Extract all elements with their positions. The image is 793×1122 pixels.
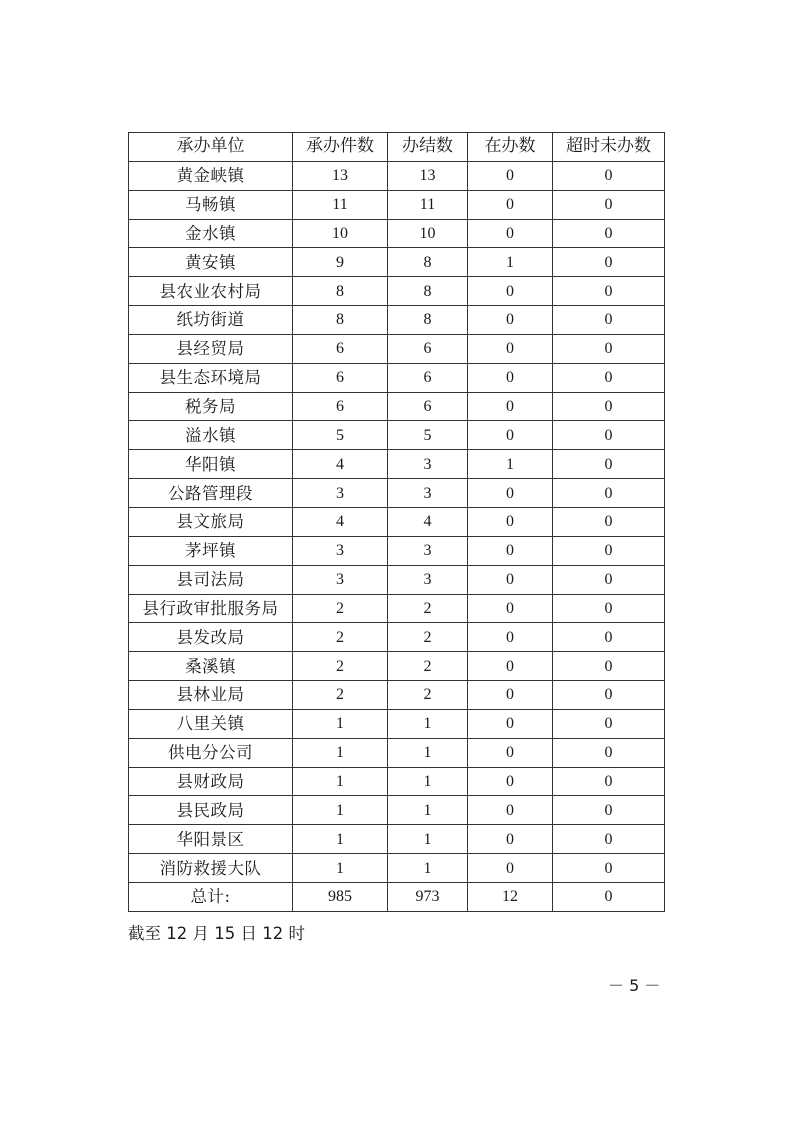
table-row: [129, 507, 665, 536]
total-in-progress: 12: [468, 882, 553, 911]
cell-in-progress: 1: [468, 248, 553, 277]
cell-completed: 6: [388, 363, 468, 392]
cell-completed: 5: [388, 421, 468, 450]
table-row: [129, 277, 665, 306]
cell-unit: 消防救援大队: [129, 854, 293, 883]
cell-overdue: 0: [553, 796, 665, 825]
cell-unit: 县民政局: [129, 796, 293, 825]
cell-assigned: 1: [293, 709, 388, 738]
cell-assigned: 1: [293, 825, 388, 854]
cell-overdue: 0: [553, 565, 665, 594]
cell-assigned: 10: [293, 219, 388, 248]
cell-assigned: 6: [293, 334, 388, 363]
cell-unit: 县生态环境局: [129, 363, 293, 392]
cell-unit: 供电分公司: [129, 738, 293, 767]
header-overdue: 超时未办数: [553, 133, 665, 162]
table-row: [129, 681, 665, 710]
cell-assigned: 6: [293, 363, 388, 392]
table-row: [129, 825, 665, 854]
table-body: [129, 161, 665, 882]
table-row: [129, 334, 665, 363]
cell-overdue: 0: [553, 190, 665, 219]
cell-assigned: 4: [293, 450, 388, 479]
cell-unit: 县司法局: [129, 565, 293, 594]
cell-in-progress: 0: [468, 854, 553, 883]
table-row: [129, 306, 665, 335]
total-overdue: 0: [553, 882, 665, 911]
cell-in-progress: 0: [468, 219, 553, 248]
cell-unit: 县文旅局: [129, 507, 293, 536]
cell-overdue: 0: [553, 738, 665, 767]
cell-unit: 公路管理段: [129, 479, 293, 508]
cell-unit: 茅坪镇: [129, 536, 293, 565]
cell-assigned: 3: [293, 479, 388, 508]
cell-overdue: 0: [553, 652, 665, 681]
cell-overdue: 0: [553, 709, 665, 738]
cell-unit: 华阳镇: [129, 450, 293, 479]
cell-overdue: 0: [553, 306, 665, 335]
cell-unit: 县经贸局: [129, 334, 293, 363]
cell-in-progress: 0: [468, 161, 553, 190]
cell-unit: 桑溪镇: [129, 652, 293, 681]
cutoff-note: 截至 12 月 15 日 12 时: [128, 924, 305, 943]
cell-assigned: 2: [293, 594, 388, 623]
cell-in-progress: 0: [468, 796, 553, 825]
cell-unit: 县林业局: [129, 681, 293, 710]
table-row: [129, 479, 665, 508]
cell-completed: 8: [388, 306, 468, 335]
header-assigned: 承办件数: [293, 133, 388, 162]
cell-unit: 税务局: [129, 392, 293, 421]
cell-overdue: 0: [553, 825, 665, 854]
cell-overdue: 0: [553, 334, 665, 363]
cell-assigned: 2: [293, 681, 388, 710]
total-label: 总计:: [129, 882, 293, 911]
cell-overdue: 0: [553, 363, 665, 392]
cell-overdue: 0: [553, 421, 665, 450]
cell-completed: 8: [388, 277, 468, 306]
cell-overdue: 0: [553, 392, 665, 421]
cell-overdue: 0: [553, 681, 665, 710]
cell-completed: 3: [388, 450, 468, 479]
cell-completed: 1: [388, 767, 468, 796]
cell-overdue: 0: [553, 507, 665, 536]
cell-unit: 县财政局: [129, 767, 293, 796]
header-unit: 承办单位: [129, 133, 293, 162]
total-assigned: 985: [293, 882, 388, 911]
cell-overdue: 0: [553, 450, 665, 479]
total-completed: 973: [388, 882, 468, 911]
cell-completed: 13: [388, 161, 468, 190]
cell-unit: 县发改局: [129, 623, 293, 652]
cell-completed: 1: [388, 709, 468, 738]
cell-in-progress: 0: [468, 652, 553, 681]
cell-assigned: 1: [293, 854, 388, 883]
cell-completed: 6: [388, 334, 468, 363]
cell-completed: 3: [388, 479, 468, 508]
cell-in-progress: 0: [468, 536, 553, 565]
cell-in-progress: 0: [468, 507, 553, 536]
cell-in-progress: 0: [468, 277, 553, 306]
cell-completed: 3: [388, 565, 468, 594]
cell-completed: 1: [388, 825, 468, 854]
cell-overdue: 0: [553, 248, 665, 277]
cell-in-progress: 0: [468, 825, 553, 854]
cell-overdue: 0: [553, 219, 665, 248]
cell-in-progress: 0: [468, 421, 553, 450]
cell-unit: 黄金峡镇: [129, 161, 293, 190]
cell-completed: 10: [388, 219, 468, 248]
cell-completed: 1: [388, 854, 468, 883]
cell-unit: 县农业农村局: [129, 277, 293, 306]
cell-assigned: 3: [293, 565, 388, 594]
table-row: [129, 738, 665, 767]
cell-in-progress: 0: [468, 767, 553, 796]
table-row: [129, 767, 665, 796]
cell-in-progress: 0: [468, 623, 553, 652]
cell-in-progress: 0: [468, 363, 553, 392]
table-row: [129, 392, 665, 421]
cell-assigned: 5: [293, 421, 388, 450]
cell-in-progress: 0: [468, 190, 553, 219]
cell-in-progress: 0: [468, 709, 553, 738]
cell-completed: 4: [388, 507, 468, 536]
cell-assigned: 11: [293, 190, 388, 219]
cell-overdue: 0: [553, 767, 665, 796]
cell-assigned: 9: [293, 248, 388, 277]
cell-completed: 2: [388, 681, 468, 710]
cell-unit: 马畅镇: [129, 190, 293, 219]
cell-completed: 1: [388, 796, 468, 825]
cell-assigned: 13: [293, 161, 388, 190]
table-row: [129, 594, 665, 623]
table-total-row: [129, 882, 665, 911]
cell-assigned: 1: [293, 767, 388, 796]
cell-unit: 溢水镇: [129, 421, 293, 450]
cell-overdue: 0: [553, 623, 665, 652]
cell-overdue: 0: [553, 161, 665, 190]
table-row: [129, 623, 665, 652]
cell-in-progress: 1: [468, 450, 553, 479]
statistics-table: [128, 132, 665, 912]
cell-in-progress: 0: [468, 738, 553, 767]
cell-assigned: 2: [293, 623, 388, 652]
cell-unit: 黄安镇: [129, 248, 293, 277]
table-row: [129, 565, 665, 594]
cell-completed: 1: [388, 738, 468, 767]
cell-completed: 2: [388, 623, 468, 652]
table-row: [129, 796, 665, 825]
table-row: [129, 709, 665, 738]
page-number: － 5 －: [608, 976, 661, 995]
cell-assigned: 3: [293, 536, 388, 565]
table-row: [129, 450, 665, 479]
cell-completed: 11: [388, 190, 468, 219]
cell-in-progress: 0: [468, 594, 553, 623]
cell-unit: 县行政审批服务局: [129, 594, 293, 623]
cell-assigned: 8: [293, 306, 388, 335]
cell-assigned: 2: [293, 652, 388, 681]
table-row: [129, 219, 665, 248]
cell-overdue: 0: [553, 479, 665, 508]
cell-overdue: 0: [553, 536, 665, 565]
header-in-progress: 在办数: [468, 133, 553, 162]
cell-unit: 八里关镇: [129, 709, 293, 738]
table-row: [129, 854, 665, 883]
cell-assigned: 8: [293, 277, 388, 306]
cell-assigned: 1: [293, 738, 388, 767]
cell-completed: 3: [388, 536, 468, 565]
table-row: [129, 190, 665, 219]
table-row: [129, 421, 665, 450]
cell-unit: 华阳景区: [129, 825, 293, 854]
table-row: [129, 248, 665, 277]
cell-overdue: 0: [553, 594, 665, 623]
cell-in-progress: 0: [468, 479, 553, 508]
cell-assigned: 6: [293, 392, 388, 421]
cell-unit: 金水镇: [129, 219, 293, 248]
cell-completed: 2: [388, 652, 468, 681]
cell-completed: 8: [388, 248, 468, 277]
cell-completed: 2: [388, 594, 468, 623]
cell-in-progress: 0: [468, 334, 553, 363]
table-row: [129, 536, 665, 565]
cell-completed: 6: [388, 392, 468, 421]
cell-unit: 纸坊街道: [129, 306, 293, 335]
table-row: [129, 363, 665, 392]
table-row: [129, 652, 665, 681]
cell-overdue: 0: [553, 854, 665, 883]
cell-overdue: 0: [553, 277, 665, 306]
cell-in-progress: 0: [468, 681, 553, 710]
cell-assigned: 1: [293, 796, 388, 825]
header-completed: 办结数: [388, 133, 468, 162]
cell-in-progress: 0: [468, 306, 553, 335]
table-row: [129, 161, 665, 190]
cell-in-progress: 0: [468, 565, 553, 594]
cell-in-progress: 0: [468, 392, 553, 421]
cell-assigned: 4: [293, 507, 388, 536]
table-header-row: [129, 133, 665, 162]
